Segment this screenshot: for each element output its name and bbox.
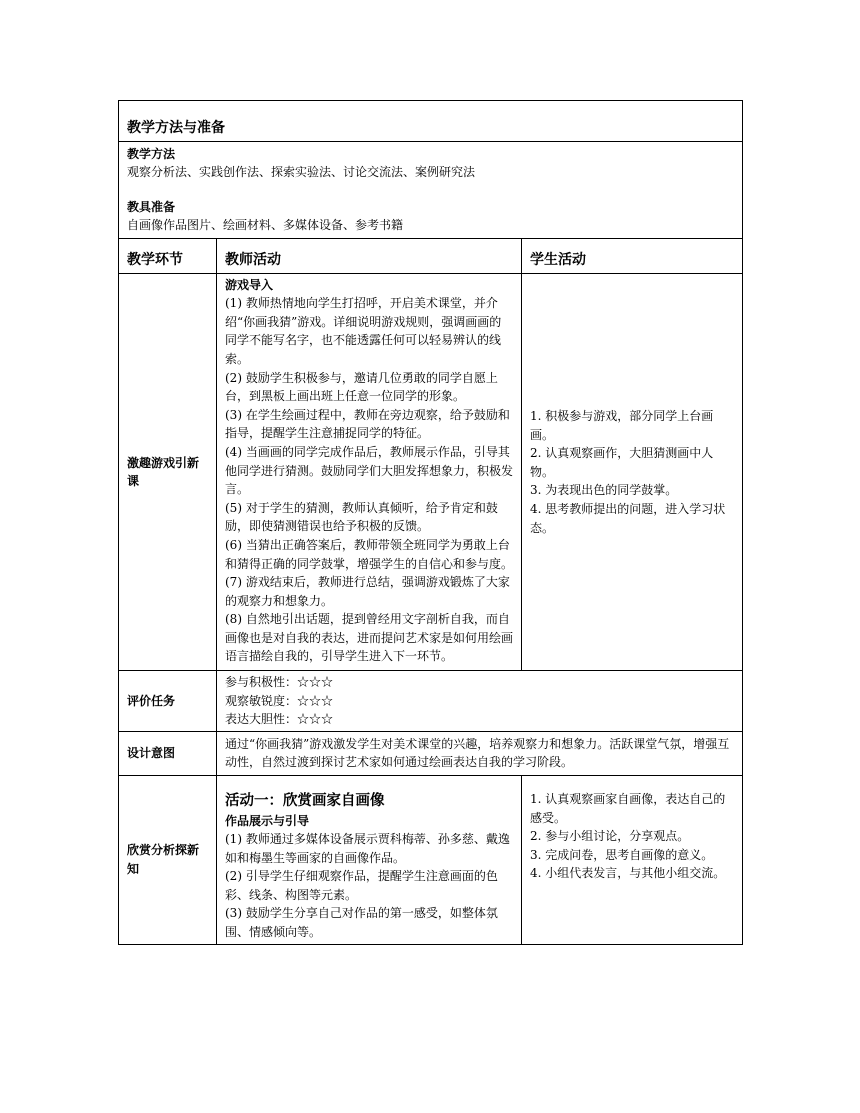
stage1-teacher-item: (7) 游戏结束后，教师进行总结，强调游戏锻炼了大家的观察力和想象力。 xyxy=(225,575,510,608)
stage2-name: 欣赏分析探新知 xyxy=(127,843,200,876)
stage2-teacher-item: (1) 教师通过多媒体设备展示贾科梅蒂、孙多慈、戴逸如和梅墨生等画家的自画像作品。 xyxy=(225,832,510,865)
column-header-row xyxy=(119,239,743,274)
stage1-student-item: 4. 思考教师提出的问题，进入学习状态。 xyxy=(530,502,726,535)
stage2-student-item: 1. 认真观察画家自画像，表达自己的感受。 xyxy=(530,792,726,825)
stage1-teacher-item: (3) 在学生绘画过程中，教师在旁边观察，给予鼓励和指导，提醒学生注意捕捉同学的特征。 xyxy=(225,407,510,441)
tools-label: 教具准备 xyxy=(127,199,176,214)
stage1-row xyxy=(119,274,743,671)
tools-text: 自画像作品图片、绘画材料、多媒体设备、参考书籍 xyxy=(127,217,404,232)
stage2-row xyxy=(119,776,743,945)
stage1-teacher-item: (6) 当猜出正确答案后，教师带领全班同学为勇敢上台和猜得正确的同学鼓掌，增强学生的自信心和参与度。 xyxy=(225,537,514,571)
evaluation-row xyxy=(119,671,743,732)
lesson-plan-table xyxy=(118,100,743,945)
stage1-name: 激趣游戏引新课 xyxy=(127,455,200,489)
column-header-stage: 教学环节 xyxy=(127,252,183,269)
stage2-teacher-item: (3) 鼓励学生分享自己对作品的第一感受，如整体氛围、情感倾向等。 xyxy=(225,906,498,939)
evaluation-name: 评价任务 xyxy=(127,693,176,708)
stage1-teacher-item: (8) 自然地引出话题，提到曾经用文字剖析自我，而自画像也是对自我的表达，进而提问艺术家是如何用绘画语言描绘自我的，引导学生进入下一环节。 xyxy=(225,612,514,664)
methods-label: 教学方法 xyxy=(127,147,176,161)
lesson-plan-page xyxy=(118,100,742,945)
design-name: 设计意图 xyxy=(127,746,176,761)
stage1-teacher-heading: 游戏导入 xyxy=(225,278,274,293)
design-text: 通过“你画我猜”游戏激发学生对美术课堂的兴趣，培养观察力和想象力。活跃课堂气氛，增强互动性，自然过渡到探讨艺术家如何通过绘画表达自我的学习阶段。 xyxy=(225,736,730,770)
stage2-student-item: 4. 小组代表发言，与其他小组交流。 xyxy=(530,866,726,881)
stage1-teacher-item: (4) 当画画的同学完成作品后，教师展示作品，引导其他同学进行猜测。鼓励同学们大胆发挥想象力，积极发言。 xyxy=(225,444,514,497)
section-title-row xyxy=(119,101,743,142)
stage2-activity-title: 活动一：欣赏画家自画像 xyxy=(225,793,385,810)
column-header-teacher: 教师活动 xyxy=(225,252,281,269)
stage2-teacher-item: (2) 引导学生仔细观察作品，提醒学生注意画面的色彩、线条、构图等元素。 xyxy=(225,869,498,902)
stage1-teacher-item: (5) 对于学生的猜测，教师认真倾听，给予肯定和鼓励，即使猜测错误也给予积极的反馈。 xyxy=(225,500,498,534)
stage1-teacher-item: (2) 鼓励学生积极参与，邀请几位勇敢的同学自愿上台，到黑板上画出班上任意一位同学的形象。 xyxy=(225,370,498,404)
evaluation-item: 表达大胆性：☆☆☆ xyxy=(225,712,334,727)
stage1-student-item: 1. 积极参与游戏，部分同学上台画画。 xyxy=(530,409,714,442)
stage1-student-item: 3. 为表现出色的同学鼓掌。 xyxy=(530,483,678,498)
section-title: 教学方法与准备 xyxy=(127,120,225,136)
column-header-student: 学生活动 xyxy=(530,252,586,269)
stage2-student-item: 2. 参与小组讨论，分享观点。 xyxy=(530,829,690,844)
evaluation-item: 参与积极性：☆☆☆ xyxy=(225,675,334,690)
evaluation-item: 观察敏锐度：☆☆☆ xyxy=(225,693,334,708)
methods-row xyxy=(119,142,743,239)
stage1-teacher-item: (1) 教师热情地向学生打招呼，开启美术课堂，并介绍“你画我猜”游戏。详细说明游戏规则，强调画画的同学不能写名字，也不能透露任何可以轻易辨认的线索。 xyxy=(225,296,502,366)
stage2-student-item: 3. 完成问卷，思考自画像的意义。 xyxy=(530,847,714,862)
stage2-teacher-heading: 作品展示与引导 xyxy=(225,814,310,829)
methods-text: 观察分析法、实践创作法、探索实验法、讨论交流法、案例研究法 xyxy=(127,165,476,179)
design-row xyxy=(119,731,743,775)
stage1-student-item: 2. 认真观察画作，大胆猜测画中人物。 xyxy=(530,446,714,479)
